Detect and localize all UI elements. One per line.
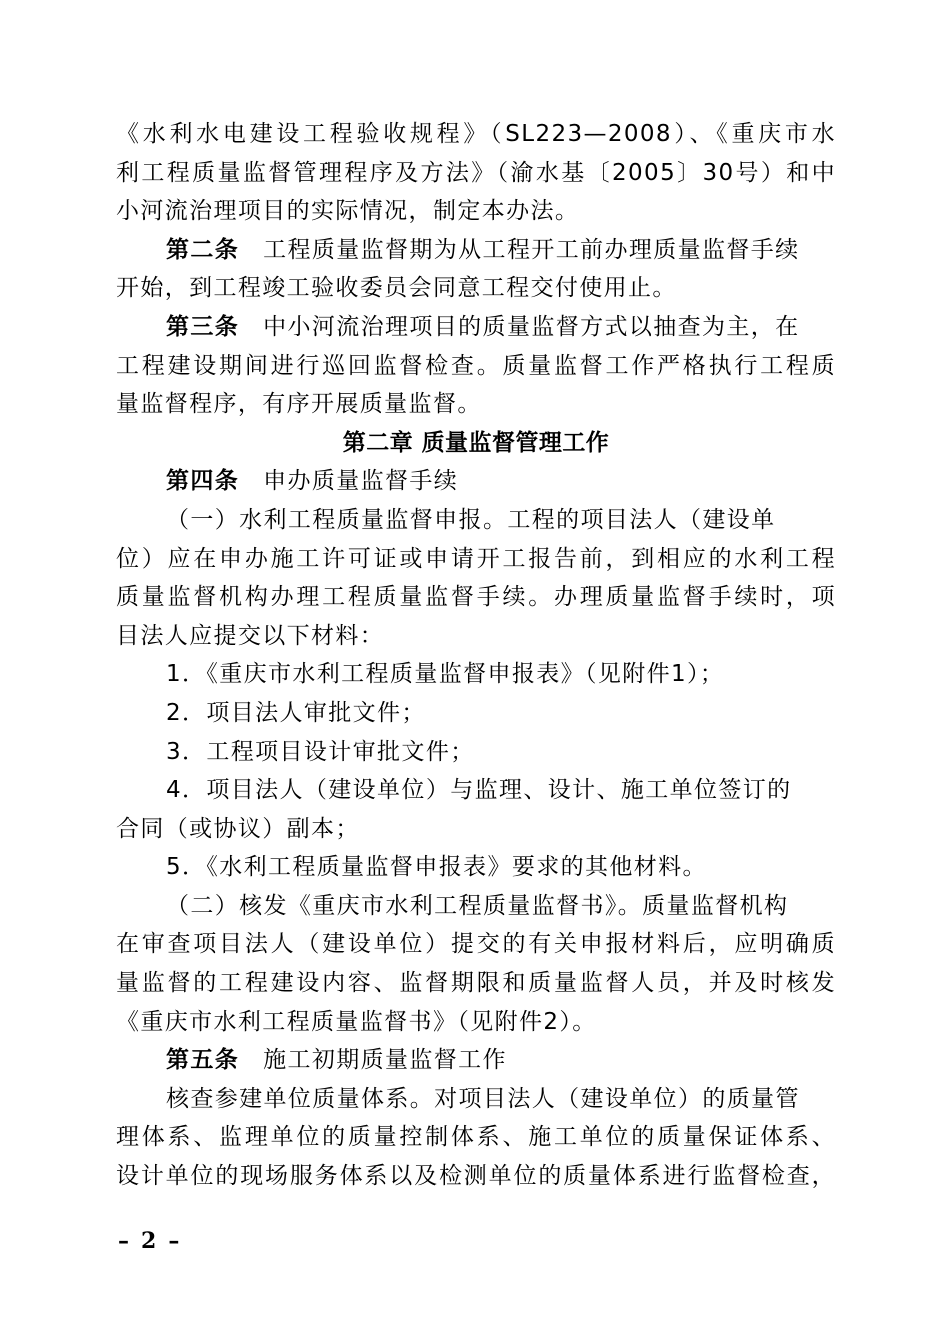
text-line: 位）应在申办施工许可证或申请开工报告前，到相应的水利工程 — [116, 545, 836, 572]
list-item: 4．项目法人（建设单位）与监理、设计、施工单位签订的 — [166, 777, 792, 804]
article-text: 中小河流治理项目的质量监督方式以抽查为主，在 — [263, 313, 800, 340]
list-item: 3．工程项目设计审批文件； — [166, 738, 475, 765]
text-line: （一）水利工程质量监督申报。工程的项目法人（建设单 — [166, 506, 776, 533]
text-line: 小河流治理项目的实际情况，制定本办法。 — [116, 198, 580, 225]
text-line: 理体系、监理单位的质量控制体系、施工单位的质量保证体系、 — [116, 1124, 836, 1151]
list-item: 1．《重庆市水利工程质量监督申报表》（见附件1）； — [166, 661, 725, 688]
article-5 — [116, 1041, 836, 1080]
article-label: 第五条 — [166, 1047, 240, 1074]
article-3 — [116, 308, 836, 347]
text-line: 设计单位的现场服务体系以及检测单位的质量体系进行监督检查， — [116, 1163, 836, 1190]
article-text: 工程质量监督期为从工程开工前办理质量监督手续 — [263, 236, 800, 263]
text-line: 在审查项目法人（建设单位）提交的有关申报材料后，应明确质 — [116, 931, 836, 958]
page-number: – 2 – — [118, 1228, 182, 1254]
text-line: 量监督程序，有序开展质量监督。 — [116, 391, 482, 418]
article-2 — [116, 231, 836, 270]
text-line: 开始，到工程竣工验收委员会同意工程交付使用止。 — [116, 275, 677, 302]
text-line: 量监督的工程建设内容、监督期限和质量监督人员，并及时核发 — [116, 970, 836, 997]
text-line: 利工程质量监督管理程序及方法》（渝水基〔2005〕30号）和中 — [116, 159, 836, 186]
document-body — [116, 115, 836, 1196]
text-line: 工程建设期间进行巡回监督检查。质量监督工作严格执行工程质 — [116, 352, 836, 379]
text-line: 质量监督机构办理工程质量监督手续。办理质量监督手续时，项 — [116, 584, 836, 611]
list-item: 5．《水利工程质量监督申报表》要求的其他材料。 — [166, 854, 707, 881]
article-label: 第四条 — [166, 468, 240, 495]
text-line: 核查参建单位质量体系。对项目法人（建设单位）的质量管 — [166, 1085, 800, 1112]
article-label: 第二条 — [166, 236, 240, 263]
list-item: 2．项目法人审批文件； — [166, 699, 426, 726]
text-line: 《水利水电建设工程验收规程》（SL223—2008）、《重庆市水 — [116, 121, 836, 147]
article-label: 第三条 — [166, 313, 240, 340]
article-text: 施工初期质量监督工作 — [263, 1047, 507, 1074]
article-4 — [116, 462, 836, 501]
chapter-heading: 第二章 质量监督管理工作 — [342, 429, 610, 456]
text-line: （二）核发《重庆市水利工程质量监督书》。质量监督机构 — [166, 892, 789, 919]
text-line: 《重庆市水利工程质量监督书》（见附件2）。 — [116, 1008, 597, 1035]
text-line: 合同（或协议）副本； — [116, 815, 360, 842]
article-text: 申办质量监督手续 — [263, 468, 459, 495]
text-line: 目法人应提交以下材料： — [116, 622, 385, 649]
